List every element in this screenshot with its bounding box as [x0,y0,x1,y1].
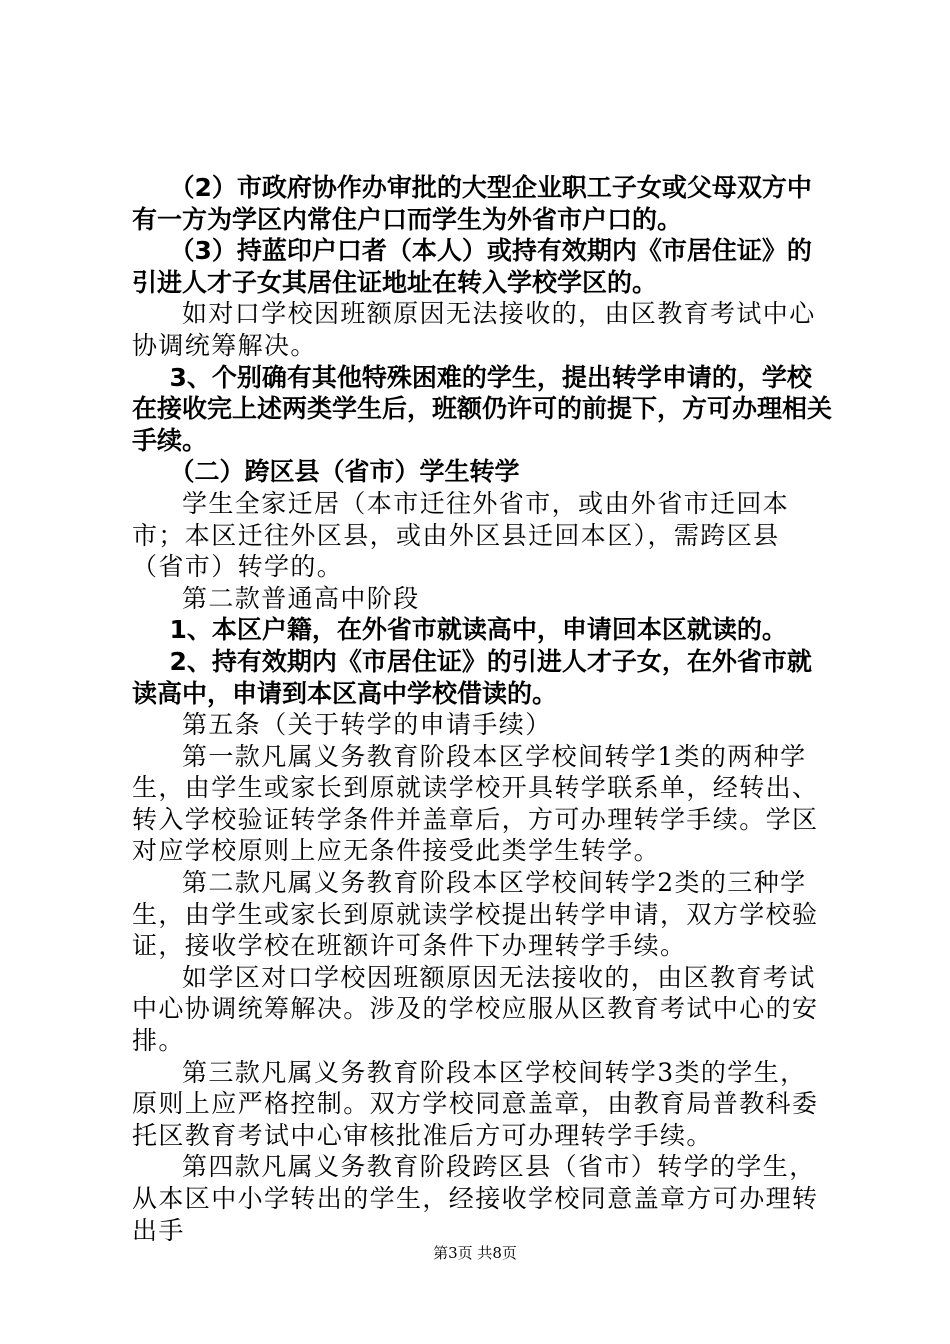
paragraph-special-difficulty: 3、个别确有其他特殊困难的学生，提出转学申请的，学校在接收完上述两类学生后，班额仍许可的前提下，方可办理相关手续。 [132,362,833,455]
page-footer [0,1243,950,1263]
paragraph-class-quota-note: 如对口学校因班额原因无法接收的，由区教育考试中心协调统筹解决。 [132,299,816,360]
paragraph-clause-3: 第三款凡属义务教育阶段本区学校间转学3类的学生，原则上应严格控制。双方学校同意盖章，由教育局普教科委托区教育考试中心审核批准后方可办理转学手续。 [132,1057,819,1150]
paragraph-relocation: 学生全家迁居（本市迁往外省市，或由外省市迁回本市；本区迁往外区县，或由外区县迁回本区），需跨区县（省市）转学的。 [132,488,790,582]
paragraph-clause-2: 第二款凡属义务教育阶段本区学校间转学2类的三种学生，由学生或家长到原就读学校提出转学申请，双方学校验证，接收学校在班额许可条件下办理转学手续。 [132,868,819,961]
page-number-label: 第3页 共8页 [433,1244,517,1262]
section-heading-cross-district: （二）跨区县（省市）学生转学 [169,457,520,487]
clause-heading-high-school: 第二款普通高中阶段 [182,583,420,613]
paragraph-high-school-2: 2、持有效期内《市居住证》的引进人才子女，在外省市就读高中，申请到本区高中学校借读的。 [132,646,812,708]
paragraph-high-school-1: 1、本区户籍，在外省市就读高中，申请回本区就读的。 [169,615,787,645]
paragraph-clause-4: 第四款凡属义务教育阶段跨区县（省市）转学的学生，从本区中小学转出的学生，经接收学校同意盖章方可办理转出手 [132,1152,819,1245]
paragraph-clause-2-note: 如学区对口学校因班额原因无法接收的，由区教育考试中心协调统筹解决。涉及的学校应服从区教育考试中心的安排。 [132,962,819,1056]
paragraph-item-3: （3）持蓝印户口者（本人）或持有效期内《市居住证》的引进人才子女其居住证地址在转入学校学区的。 [132,236,812,297]
article-heading-5: 第五条（关于转学的申请手续） [182,710,552,740]
document-body [132,172,832,1246]
paragraph-clause-1: 第一款凡属义务教育阶段本区学校间转学1类的两种学生，由学生或家长到原就读学校开具转学联系单，经转出、转入学校验证转学条件并盖章后，方可办理转学手续。学区对应学校原则上应无条件接受此类学生转学。 [132,741,819,866]
paragraph-item-2: （2）市政府协作办审批的大型企业职工子女或父母双方中有一方为学区内常住户口而学生为外省市户口的。 [132,173,812,234]
